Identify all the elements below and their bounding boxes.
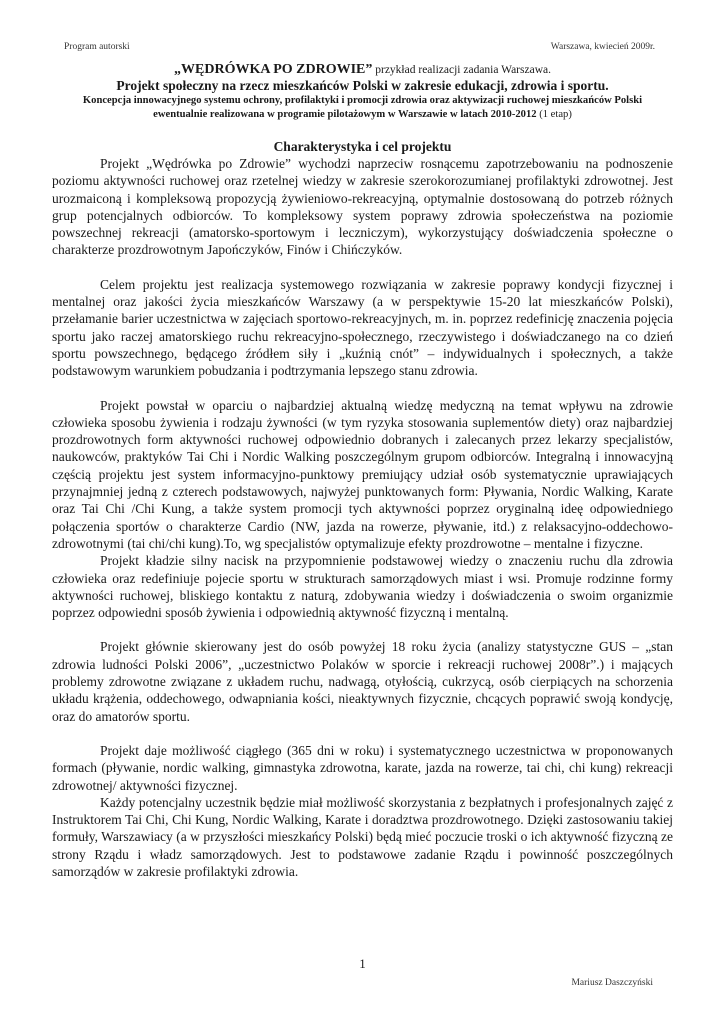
title-block xyxy=(70,62,655,122)
concept-description: Koncepcja innowacyjnego systemu ochrony, profilaktyki i promocji zdrowia oraz aktywizacji ruchowej mieszkańców Polski ewentualnie realizowana w programie pilotażowym w Warszawie w latach 2010-2012 xyxy=(82,95,643,120)
stage-label: (1 etap) xyxy=(536,109,572,120)
page-number: 1 xyxy=(359,956,366,971)
header-date: Warszawa, kwiecień 2009r. xyxy=(550,42,655,52)
title-line-3 xyxy=(70,94,655,122)
author-name: Mariusz Daszczyński xyxy=(571,978,653,988)
paragraph-participation: Projekt daje możliwość ciągłego (365 dni w roku) i systematycznego uczestnictwa w proponowanych formach (pływanie, nordic walking, gimnastyka zdrowotna, karate, jazda na rowerze, tai chi, chi kung) rekreacji zdrowotnej/ aktywności fizycznej. xyxy=(52,742,673,793)
title-line-2: Projekt społeczny na rzecz mieszkańców Polski w zakresie edukacji, zdrowia i sportu. xyxy=(116,78,609,93)
title-suffix: przykład realizacji zadania Warszawa. xyxy=(372,64,551,76)
title-line-1 xyxy=(70,62,655,78)
paragraph-emphasis: Projekt kładzie silny nacisk na przypomnienie podstawowej wiedzy o znaczeniu ruchu dla zdrowia człowieka oraz redefiniuje pojecie sportu w strukturach samorządowych miast i wsi. Promuje rodzinne formy aktywności ruchowej, bliskiego kontaktu z naturą, zdobywania wiedzy i doświadczenia o swoim organizmie poprzez odpowiedni sposób żywienia i odpowiednią aktywność fizyczną i mentalną. xyxy=(52,553,673,621)
section-title: Charakterystyka i cel projektu xyxy=(273,139,452,154)
project-name: „WĘDRÓWKA PO ZDROWIE” xyxy=(174,62,373,77)
paragraph-basis: Projekt powstał w oparciu o najbardziej aktualną wiedzę medyczną na temat wpływu na zdrowie człowieka sposobu żywienia i rodzaju żywności (w tym ryzyka stosowania suplementów diety) oraz najbardziej prozdrowotnych form aktywności ruchowej odpowiednio dobranych i zalecanych przez lekarzy specjalistów, naukowców, praktyków Tai Chi i Nordic Walking poszczególnym grupom odbiorców. Integralną i innowacyjną częścią projektu jest system informacyjno-punktowy premiujący udział osób systematycznie uprawiających przynajmniej jedną z czterech podstawowych, najwyżej punktowanych form: Pływania, Nordic Walking, Karate oraz Tai Chi /Chi Kung, a także system promocji tych aktywności poprzez oryginalną ideę odpowiedniego połączenia sportów o charakterze Cardio (NW, jazda na rowerze, pływanie, itd.) z relaksacyjno-oddechowo-zdrowotnymi (tai chi/chi kung).To, wg specjalistów optymalizuje efekty prozdrowotne – mentalne i fizyczne. xyxy=(52,397,673,551)
body-text xyxy=(52,155,673,880)
paragraph-goal: Celem projektu jest realizacja systemowego rozwiązania w zakresie poprawy kondycji fizycznej i mentalnej oraz jakości życia mieszkańców Warszawy (a w perspektywie 15-20 lat mieszkańców Polski), przełamanie barier uczestnictwa w zajęciach sportowo-rekreacyjnych, m. in. poprzez redefinicję znaczenia pojęcia sportu jako raczej amatorskiego ruchu rekreacyjno-społecznego, rzeczywistego i doświadczanego na co dzień sportu powszechnego, będącego źródłem siły i „kuźnią cnót” – indywidualnych i społecznych, a także podstawowym warunkiem pobudzania i podtrzymania lepszego stanu zdrowia. xyxy=(52,276,673,379)
paragraph-target-group: Projekt głównie skierowany jest do osób powyżej 18 roku życia (analizy statystyczne GUS – „stan zdrowia ludności Polski 2006”, „uczestnictwo Polaków w sporcie i rekreacji ruchowej 2008r”.) i mających problemy zdrowotne związane z układem ruchu, nadwagą, otyłością, cukrzycą, osób cierpiących na schorzenia układu krążenia, oddechowego, odwapniania kości, nieaktywnych fizycznie, chcących poprawić swoją kondycję, oraz do amatorów sportu. xyxy=(52,639,673,724)
header-program-label: Program autorski xyxy=(64,42,130,52)
paragraph-intro: Projekt „Wędrówka po Zdrowie” wychodzi naprzeciw rosnącemu zapotrzebowaniu na podnoszenie poziomu aktywności ruchowej oraz rzetelnej wiedzy w zakresie szerokorozumianej profilaktyki zdrowotnej. Jest urozmaiconą i kompleksową propozycją żywieniowo-rekreacyjną, optymalnie dostosowaną do potrzeb różnych grup potencjalnych odbiorców. To kompleksowy system poprawy zdrowia społeczeństwa na poziomie powszechnej rekreacji (amatorsko-sportowym i leczniczym), wykorzystujący doświadczenia społeczne o charakterze prozdrowotnym Japończyków, Finów i Chińczyków. xyxy=(52,156,673,258)
paragraph-participants: Każdy potencjalny uczestnik będzie miał możliwość skorzystania z bezpłatnych i profesjonalnych zajęć z Instruktorem Tai Chi, Chi Kung, Nordic Walking, Karate i doradztwa prozdrowotnego. Dzięki zastosowaniu takiej formuły, Warszawiacy (a w przyszłości mieszkańcy Polski) będą mieć poczucie troski o ich aktywność fizyczną ze strony Rządu i władz samorządowych. Jest to podstawowe zadanie Rządu i powinność poszczególnych samorządów w zakresie profilaktyki zdrowia. xyxy=(52,794,673,879)
